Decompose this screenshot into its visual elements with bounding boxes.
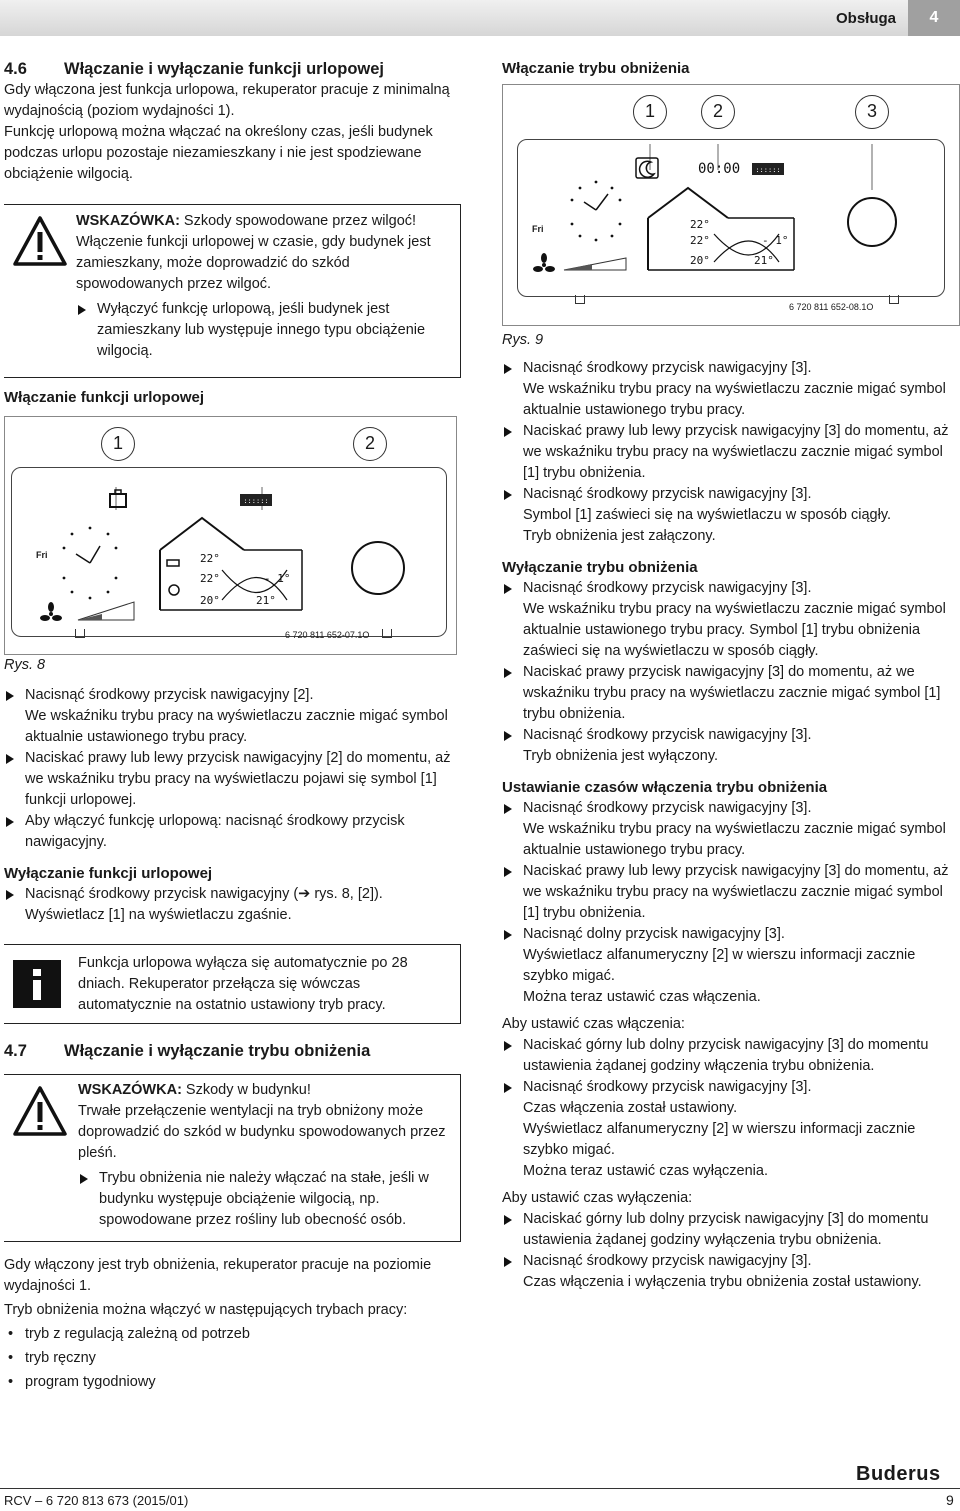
setback-times-heading: Ustawianie czasów włączenia trybu obniżenia — [502, 779, 828, 796]
warning-step: Trybu obniżenia nie należy włączać na stałe, jeśli w budynku występuje obciążenie wilgocią, np. spowodowane przez rośliny lub obecność osób. — [78, 1168, 448, 1231]
step-result: We wskaźniku trybu pracy na wyświetlaczu zacznie migać symbol aktualnie ustawionego trybu pracy. Symbol [1] trybu obniżenia zaświeci się na wyświetlaczu w sposób ciągły. — [523, 601, 946, 659]
paragraph-modes: Tryb obniżenia można włączyć w następujących trybach pracy: — [4, 1302, 408, 1318]
info-text: Funkcja urlopowa wyłącza się automatycznie po 28 dniach. Rekuperator przełącza się wówczas automatycznie na ostatnio ustawiony tryb pracy. — [78, 955, 408, 1013]
left-column — [4, 58, 456, 185]
svg-text:::::::: :::::: — [243, 497, 269, 505]
off-time-intro: Aby ustawić czas wyłączenia: — [502, 1190, 693, 1206]
display-temp-5: - 1° — [762, 234, 789, 247]
header-chapter-tab: 4 — [908, 0, 960, 36]
warning-box-mold — [4, 1074, 461, 1242]
warning-box-humidity — [4, 204, 461, 378]
page-header — [0, 0, 960, 36]
right-column-steps — [502, 358, 950, 1293]
header-band — [0, 0, 908, 36]
on-time-steps — [502, 1035, 950, 1182]
callout-3: 3 — [855, 95, 889, 129]
brand-logo: Buderus — [856, 1463, 941, 1485]
bullet-item: • tryb z regulacją zależną od potrzeb — [4, 1324, 456, 1345]
control-panel-drawing — [518, 140, 944, 296]
enable-holiday-heading: Włączanie funkcji urlopowej — [4, 389, 205, 406]
warning-label: WSKAZÓWKA: — [76, 213, 180, 229]
intro-paragraph-2: Funkcję urlopową można włączać na określony czas, jeśli budynek podczas urlopu pozostaje niezamieszkany i nie jest spodziewane obciążenie wilgocią. — [4, 124, 433, 182]
step-1: Nacisnąć środkowy przycisk nawigacyjny [2]. — [4, 685, 456, 706]
callout-2: 2 — [701, 95, 735, 129]
callout-2: 2 — [353, 427, 387, 461]
callout-1: 1 — [101, 427, 135, 461]
device-panel — [517, 139, 945, 297]
step-1-result: We wskaźniku trybu pracy na wyświetlaczu zacznie migać symbol aktualnie ustawionego trybu pracy. — [25, 708, 448, 745]
setback-times-steps — [502, 798, 950, 1008]
section-number: 4.7 — [4, 1042, 27, 1060]
info-icon — [12, 959, 62, 1009]
step-item: Nacisnąć dolny przycisk nawigacyjny [3]. — [502, 924, 950, 945]
display-temp-2: 22° — [200, 572, 220, 585]
step-result: We wskaźniku trybu pracy na wyświetlaczu zacznie migać symbol aktualnie ustawionego trybu pracy. — [523, 821, 946, 858]
warning-title — [78, 1080, 448, 1101]
step-item: Nacisnąć środkowy przycisk nawigacyjny [3]. — [502, 798, 950, 819]
day-label: Fri — [36, 550, 48, 560]
warning-triangle-icon — [12, 215, 68, 267]
display-clock: 00:00 — [698, 161, 741, 177]
section-4-7-heading — [4, 1041, 456, 1062]
step-result: Tryb obniżenia jest wyłączony. — [523, 748, 719, 764]
step-result: Można teraz ustawić czas włączenia. — [523, 989, 761, 1005]
step-item: Nacisnąć środkowy przycisk nawigacyjny [3]. — [502, 358, 950, 379]
disable-setback-heading: Wyłączanie trybu obniżenia — [502, 559, 698, 576]
section-4-6-heading — [4, 58, 456, 80]
disable-result: Wyświetlacz [1] na wyświetlaczu zgaśnie. — [25, 907, 292, 923]
disable-holiday-heading: Wyłączanie funkcji urlopowej — [4, 865, 213, 882]
step-result: Czas włączenia i wyłączenia trybu obniżenia został ustawiony. — [523, 1274, 922, 1290]
step-result: Można teraz ustawić czas wyłączenia. — [523, 1163, 768, 1179]
warning-title — [76, 211, 456, 232]
device-panel — [11, 467, 447, 637]
callout-1: 1 — [633, 95, 667, 129]
footer-rule — [0, 1488, 960, 1489]
step-item: Nacisnąć środkowy przycisk nawigacyjny [3]. — [502, 484, 950, 505]
left-bottom-text — [4, 1255, 456, 1393]
step-item: Nacisnąć środkowy przycisk nawigacyjny [3]. — [502, 725, 950, 746]
enable-holiday-steps — [4, 685, 456, 926]
step-item: Nacisnąć środkowy przycisk nawigacyjny [3]. — [502, 1251, 950, 1272]
warning-text: Włączenie funkcji urlopowej w czasie, gdy budynek jest zamieszkany, może doprowadzić do szkód spowodowanych przez wilgoć. — [76, 234, 431, 292]
step-item: Naciskać prawy lub lewy przycisk nawigacyjny [3] do momentu, aż we wskaźniku trybu pracy na wyświetlaczu zacznie migać symbol [1] trybu obniżenia. — [502, 861, 950, 924]
display-temp-1: 22° — [200, 552, 220, 565]
step-result: Tryb obniżenia jest załączony. — [523, 528, 716, 544]
display-temp-4: 21° — [256, 594, 276, 607]
bullet-item: • program tygodniowy — [4, 1372, 456, 1393]
warning-label-rest: Szkody spowodowane przez wilgoć! — [179, 213, 417, 229]
figure-code: 6 720 811 652-08.1O — [789, 302, 874, 312]
control-panel-drawing — [12, 468, 446, 636]
figure-9-caption: Rys. 9 — [502, 332, 544, 348]
section-number: 4.6 — [4, 60, 27, 78]
enable-setback-heading: Włączanie trybu obniżenia — [502, 60, 690, 77]
warning-label-rest: Szkody w budynku! — [181, 1082, 311, 1098]
bullet-item: • tryb ręczny — [4, 1348, 456, 1369]
intro-paragraph-1: Gdy włączona jest funkcja urlopowa, rekuperator pracuje z minimalną wydajnością (poziom wydajności 1). — [4, 82, 450, 119]
figure-code: 6 720 811 652-07.1O — [285, 630, 370, 640]
section-title: Włączanie i wyłączanie trybu obniżenia — [64, 1042, 371, 1060]
mount-mark-left — [75, 629, 85, 638]
warning-triangle-icon — [12, 1085, 68, 1137]
disable-step: Nacisnąć środkowy przycisk nawigacyjny (➔ rys. 8, [2]). — [4, 884, 456, 905]
mount-mark-left — [575, 295, 585, 304]
display-temp-3: 20° — [200, 594, 220, 607]
step-3: Aby włączyć funkcję urlopową: nacisnąć środkowy przycisk nawigacyjny. — [4, 811, 456, 853]
footer-doc-number: RCV – 6 720 813 673 (2015/01) — [4, 1493, 189, 1508]
step-result: Wyświetlacz alfanumeryczny [2] w wierszu informacji zacznie szybko migać. — [523, 1121, 916, 1158]
display-temp-3: 20° — [690, 254, 710, 267]
step-item: Naciskać prawy przycisk nawigacyjny [3] do momentu, aż we wskaźniku trybu pracy na wyświetlaczu zacznie migać symbol [1] trybu obniżenia. — [502, 662, 950, 725]
section-title: Włączanie i wyłączanie funkcji urlopowej — [64, 60, 385, 78]
enable-setback-steps — [502, 358, 950, 547]
step-item: Naciskać górny lub dolny przycisk nawigacyjny [3] do momentu ustawienia żądanej godziny wyłączenia trybu obniżenia. — [502, 1209, 950, 1251]
day-label: Fri — [532, 224, 544, 234]
figure-8-caption: Rys. 8 — [4, 657, 46, 673]
page-number: 9 — [946, 1492, 954, 1508]
figure-8 — [4, 416, 457, 655]
on-time-intro: Aby ustawić czas włączenia: — [502, 1016, 685, 1032]
step-item: Nacisnąć środkowy przycisk nawigacyjny [3]. — [502, 1077, 950, 1098]
svg-text:::::::: :::::: — [755, 166, 781, 174]
warning-text: Trwałe przełączenie wentylacji na tryb obniżony może doprowadzić do szkód w budynku spowodowanych przez pleśń. — [78, 1103, 446, 1161]
figure-9 — [502, 84, 960, 326]
step-result: Wyświetlacz alfanumeryczny [2] w wierszu informacji zacznie szybko migać. — [523, 947, 916, 984]
step-result: Symbol [1] zaświeci się na wyświetlaczu w sposób ciągły. — [523, 507, 892, 523]
paragraph-capacity: Gdy włączony jest tryb obniżenia, rekuperator pracuje na poziomie wydajności 1. — [4, 1257, 432, 1294]
display-temp-1: 22° — [690, 218, 710, 231]
step-item: Naciskać prawy lub lewy przycisk nawigacyjny [3] do momentu, aż we wskaźniku trybu pracy na wyświetlaczu zacznie migać symbol [1] trybu obniżenia. — [502, 421, 950, 484]
step-item: Nacisnąć środkowy przycisk nawigacyjny [3]. — [502, 578, 950, 599]
step-result: We wskaźniku trybu pracy na wyświetlaczu zacznie migać symbol aktualnie ustawionego trybu pracy. — [523, 381, 946, 418]
display-temp-5: - 1° — [264, 572, 291, 585]
mount-mark-right — [889, 295, 899, 304]
header-section: Obsługa — [836, 10, 897, 27]
step-item: Naciskać górny lub dolny przycisk nawigacyjny [3] do momentu ustawienia żądanej godziny włączenia trybu obniżenia. — [502, 1035, 950, 1077]
step-2: Naciskać prawy lub lewy przycisk nawigacyjny [2] do momentu, aż we wskaźniku trybu pracy na wyświetlaczu pojawi się symbol [1] funkcji urlopowej. — [4, 748, 456, 811]
display-temp-4: 21° — [754, 254, 774, 267]
disable-setback-steps — [502, 578, 950, 767]
info-box — [4, 944, 461, 1024]
warning-label: WSKAZÓWKA: — [78, 1082, 182, 1098]
warning-step: Wyłączyć funkcję urlopową, jeśli budynek jest zamieszkany lub występuje innego typu obciążenie wilgocią. — [76, 299, 456, 362]
display-temp-2: 22° — [690, 234, 710, 247]
step-result: Czas włączenia został ustawiony. — [523, 1100, 738, 1116]
off-time-steps — [502, 1209, 950, 1293]
mount-mark-right — [382, 629, 392, 638]
